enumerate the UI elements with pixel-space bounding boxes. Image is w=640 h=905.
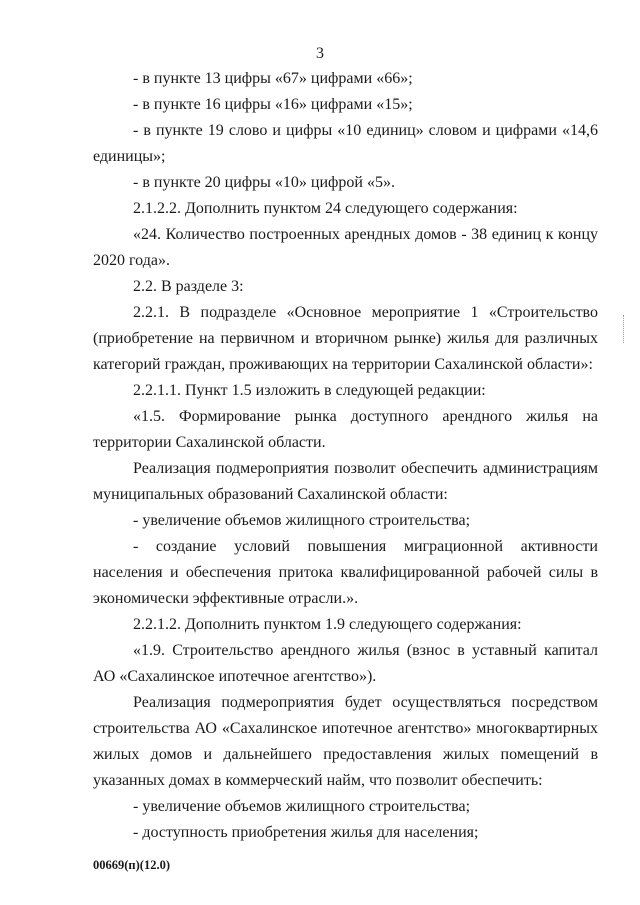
paragraph: 2.2.1. В подразделе «Основное мероприятие 1 «Строительство (приобретение на первичном и вторичном рынке) жилья для различных категорий граждан, проживающих на территории Сахалинской области»: bbox=[93, 304, 598, 373]
document-code: 00669(п)(12.0) bbox=[93, 858, 170, 872]
page-number: 3 bbox=[316, 45, 324, 62]
paragraph: 2.2.1.1. Пункт 1.5 изложить в следующей редакции: bbox=[133, 382, 486, 399]
paragraph: - доступность приобретения жилья для населения; bbox=[133, 824, 479, 841]
paragraph: Реализация подмероприятия будет осуществляться посредством строительства АО «Сахалинское ипотечное агентство» многоквартирных жилых домов и дальнейшего предоставления жилых помещений в указанных домах в коммерческий найм, что позволит обеспечить: bbox=[93, 694, 598, 789]
paragraph: Реализация подмероприятия позволит обеспечить администрациям муниципальных образований Сахалинской области: bbox=[93, 460, 598, 503]
paragraph: «1.9. Строительство арендного жилья (взнос в уставный капитал АО «Сахалинское ипотечное агентство»). bbox=[93, 642, 598, 685]
paragraph: - в пункте 13 цифры «67» цифрами «66»; bbox=[133, 70, 413, 87]
paragraph: 2.1.2.2. Дополнить пунктом 24 следующего содержания: bbox=[133, 200, 518, 217]
paragraph: - увеличение объемов жилищного строительства; bbox=[133, 798, 471, 815]
document-body bbox=[93, 66, 598, 846]
paragraph: - увеличение объемов жилищного строительства; bbox=[133, 512, 471, 529]
scan-edge-mark bbox=[623, 315, 626, 343]
paragraph: 2.2. В разделе 3: bbox=[133, 278, 244, 295]
paragraph: «1.5. Формирование рынка доступного арендного жилья на территории Сахалинской области. bbox=[93, 408, 598, 451]
paragraph: - создание условий повышения миграционной активности населения и обеспечения притока квалифицированной рабочей силы в экономически эффективные отрасли.». bbox=[93, 538, 598, 607]
paragraph: - в пункте 19 слово и цифры «10 единиц» словом и цифрами «14,6 единицы»; bbox=[93, 122, 598, 165]
paragraph: 2.2.1.2. Дополнить пунктом 1.9 следующего содержания: bbox=[133, 616, 522, 633]
paragraph: - в пункте 16 цифры «16» цифрами «15»; bbox=[133, 96, 413, 113]
paragraph: - в пункте 20 цифры «10» цифрой «5». bbox=[133, 174, 395, 191]
paragraph: «24. Количество построенных арендных домов - 38 единиц к концу 2020 года». bbox=[93, 226, 598, 269]
